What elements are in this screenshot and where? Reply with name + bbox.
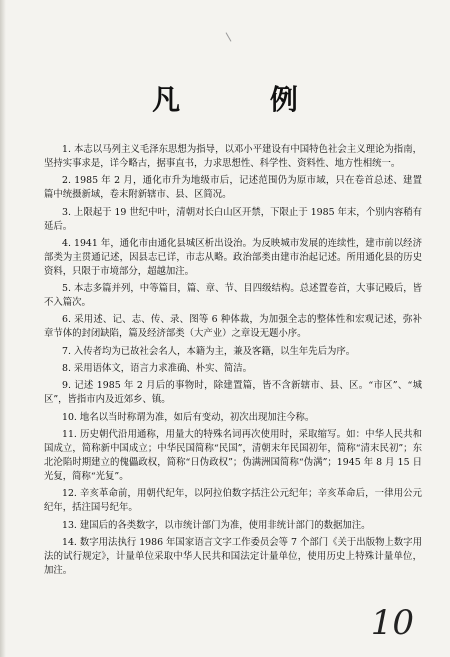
list-item: 4. 1941 年，通化市由通化县城区析出设治。为反映城市发展的连续性，建市前以经济部类为主贯通记述，因县志已详，市志从略。政治部类由建市治起记述。所用通化县的历史资料，只限于市境部分，超越加注。 [44,237,422,277]
guidelines-list [44,143,422,581]
scan-mark [226,32,232,41]
list-item: 11. 历史朝代沿用通称，用量大的特殊名词再次使用时，采取缩写。如：中华人民共和国成立，简称新中国成立；中华民国简称“民国”，清朝末年民国初年，简称“清末民初”；东北沦陷时期建立的傀儡政权，简称“日伪政权”；伪满洲国简称“伪满”；1945 年 8 月 15 日光复，简称“光复”。 [44,428,422,482]
list-item: 6. 采用述、记、志、传、录、图等 6 种体裁，为加强全志的整体性和宏观记述，弥补章节体的封闭缺陷，篇及经济部类（大产业）之章设无题小序。 [44,314,422,340]
list-item: 13. 建国后的各类数字，以市统计部门为准，使用非统计部门的数据加注。 [62,519,371,531]
list-item: 3. 上限起于 19 世纪中叶，清朝对长白山区开禁，下限止于 1985 年末，个别内容稍有延后。 [44,206,422,232]
list-item: 1. 本志以马列主义毛泽东思想为指导，以邓小平建设有中国特色社会主义理论为指南，坚持实事求是，详今略古，据事直书，力求思想性、科学性、资料性、地方性相统一。 [44,144,422,169]
list-item: 5. 本志多篇并列，中等篇目，篇、章、节、目四级结构。总述置卷首，大事记殿后，皆不入篇次。 [44,283,422,309]
list-item: 14. 数字用法执行 1986 年国家语言文字工作委员会等 7 个部门《关于出版物上数字用法的试行规定》，计量单位采取中华人民共和国法定计量单位，使用历史上特殊计量单位，加注。 [44,536,422,576]
list-item: 8. 采用语体文，语言力求准确、朴实、简洁。 [62,363,253,375]
list-item: 9. 记述 1985 年 2 月后的事物时，除建置篇，皆不含新辖市、县、区。“市区”、“城区”，皆指市内及近郊乡、镇。 [44,380,422,406]
list-item: 2. 1985 年 2 月，通化市升为地级市后，记述范围仍为原市域，只在卷首总述、建置篇中统摄新域，卷末附新辖市、县、区简况。 [44,175,422,201]
list-item: 7. 入传者均为已故社会名人，本籍为主，兼及客籍，以生年先后为序。 [62,345,356,357]
list-item: 10. 地名以当时称谓为准，如后有变动，初次出现加注今称。 [62,411,315,423]
list-item: 12. 辛亥革命前，用朝代纪年，以阿拉伯数字括注公元纪年；辛亥革命后，一律用公元纪年，括注国号纪年。 [44,488,422,514]
page-title: 凡 例 [152,83,338,116]
page-number: 10 [370,603,414,643]
